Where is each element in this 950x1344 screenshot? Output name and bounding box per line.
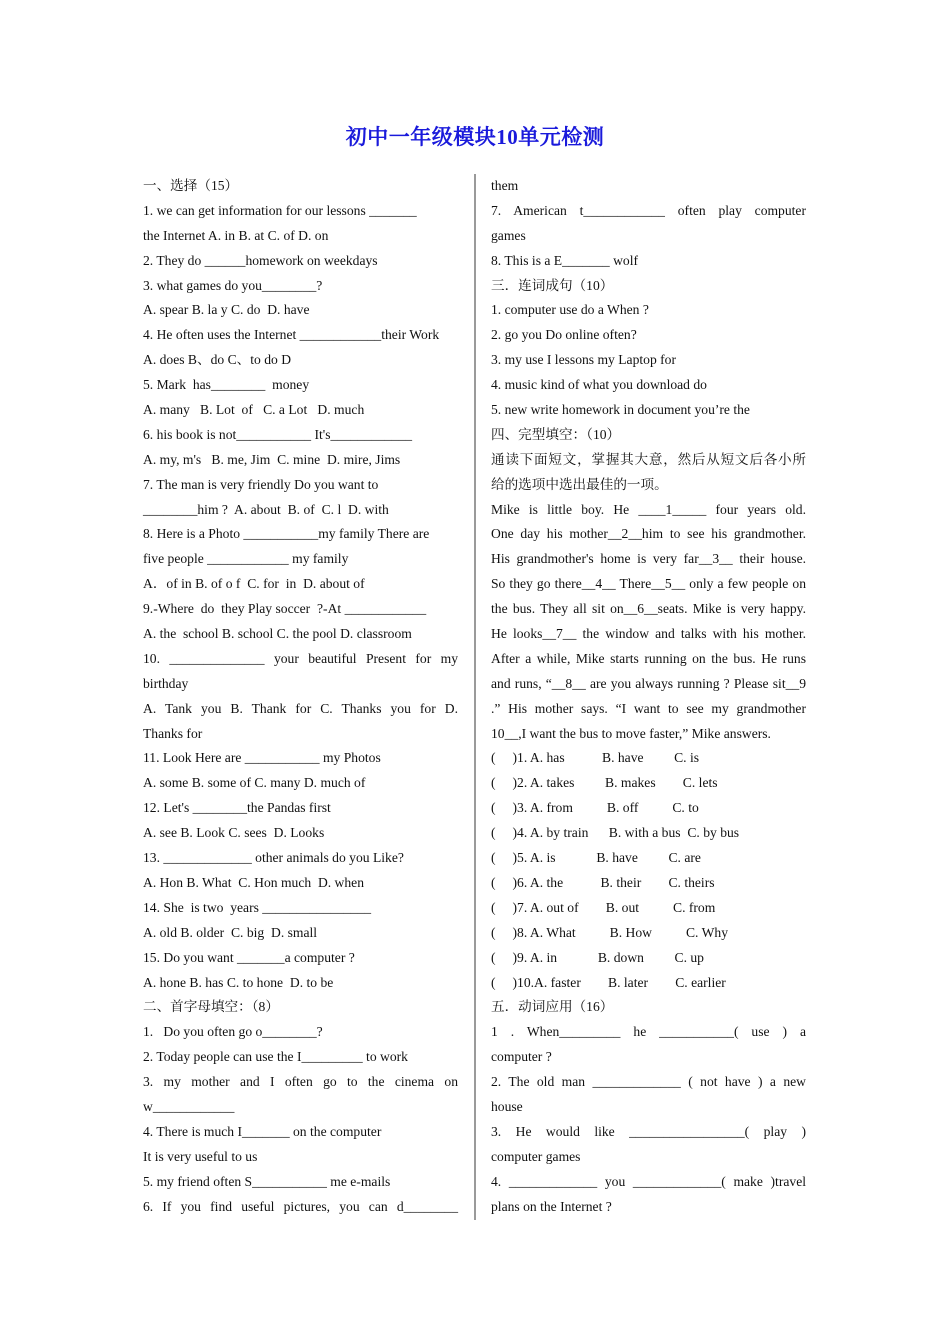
text-line: games bbox=[491, 227, 526, 243]
text-line: ( )4. A. by train B. with a bus C. by bus bbox=[491, 825, 740, 841]
text-line: So they go there__4__ There__5__ only a few people on bbox=[491, 576, 806, 592]
left-column bbox=[143, 174, 458, 1219]
text-line: 10. ______________ your beautiful Present for my bbox=[143, 650, 458, 666]
text-line: ( )1. A. has B. have C. is bbox=[491, 750, 700, 766]
text-line: 1. Do you often go o________? bbox=[143, 1024, 323, 1040]
text-line: 5. Mark has________ money bbox=[143, 377, 310, 393]
right-column bbox=[491, 174, 806, 1219]
text-line: 14. She is two years ________________ bbox=[143, 899, 372, 915]
text-line: 五．动词应用（16） bbox=[491, 999, 614, 1015]
text-line: 7. The man is very friendly Do you want to bbox=[143, 476, 379, 492]
text-line: A. many B. Lot of C. a Lot D. much bbox=[143, 402, 365, 418]
text-line: A. old B. older C. big D. small bbox=[143, 924, 318, 940]
text-line: 8. Here is a Photo ___________my family There are bbox=[143, 526, 430, 542]
text-line: A. does B、do C、to do D bbox=[143, 352, 292, 368]
text-line: 1. we can get information for our lessons _______ bbox=[143, 202, 417, 218]
text-line: the bus. They all sit on__6__seats. Mike is very happy. bbox=[491, 601, 806, 617]
column-divider bbox=[474, 174, 476, 1220]
text-line: 12. Let's ________the Pandas first bbox=[143, 800, 331, 816]
text-line: ( )9. A. in B. down C. up bbox=[491, 949, 704, 965]
text-line: 6. his book is not___________ It's____________ bbox=[143, 426, 413, 442]
text-line: 4. _____________ you _____________( make )travel bbox=[491, 1173, 806, 1189]
text-line: 3. my use I lessons my Laptop for bbox=[491, 352, 677, 368]
text-line: A. some B. some of C. many D. much of bbox=[143, 775, 366, 791]
text-line: ( )7. A. out of B. out C. from bbox=[491, 899, 716, 915]
text-line: 1 . When_________ he ___________( use ) a bbox=[491, 1024, 806, 1040]
text-line: w____________ bbox=[143, 1098, 235, 1114]
text-line: Mike is little boy. He ____1_____ four years old. bbox=[491, 501, 806, 517]
text-line: A. Tank you B. Thank for C. Thanks you for D. bbox=[143, 700, 458, 716]
text-line: 2. Today people can use the I_________ to work bbox=[143, 1049, 408, 1065]
text-line: 通读下面短文，掌握其大意，然后从短文后各小所 bbox=[491, 451, 806, 467]
text-line: 一、选择（15） bbox=[143, 178, 239, 193]
text-line: birthday bbox=[143, 675, 189, 691]
text-line: 10__,I want the bus to move faster,” Mike answers. bbox=[491, 725, 771, 741]
text-line: ( )2. A. takes B. makes C. lets bbox=[491, 775, 718, 791]
text-line: plans on the Internet ? bbox=[491, 1198, 612, 1214]
text-line: A. see B. Look C. sees D. Looks bbox=[143, 825, 325, 841]
text-line: 9.-Where do they Play soccer ?-At ____________ bbox=[143, 601, 427, 617]
text-line: 4. There is much I_______ on the computer bbox=[143, 1123, 382, 1139]
text-line: 1. computer use do a When ? bbox=[491, 302, 649, 318]
text-line: 11. Look Here are ___________ my Photos bbox=[143, 750, 381, 766]
text-line: computer games bbox=[491, 1148, 581, 1164]
text-line: A. hone B. has C. to hone D. to be bbox=[143, 974, 334, 990]
text-line: A. Hon B. What C. Hon much D. when bbox=[143, 874, 365, 890]
text-line: house bbox=[491, 1098, 523, 1114]
text-line: ( )5. A. is B. have C. are bbox=[491, 850, 701, 866]
text-line: A. spear B. la y C. do D. have bbox=[143, 302, 310, 318]
text-line: ( )8. A. What B. How C. Why bbox=[491, 924, 729, 940]
page-title: 初中一年级模块10单元检测 bbox=[345, 125, 605, 149]
text-line: 4. music kind of what you download do bbox=[491, 377, 707, 393]
text-line: the Internet A. in B. at C. of D. on bbox=[143, 227, 329, 243]
text-line: A. my, m's B. me, Jim C. mine D. mire, Jims bbox=[143, 451, 401, 467]
text-line: ( )3. A. from B. off C. to bbox=[491, 800, 699, 816]
text-line: 8. This is a E_______ wolf bbox=[491, 252, 639, 268]
text-line: 三．连词成句（10） bbox=[491, 277, 614, 293]
text-line: 7. American t____________ often play computer bbox=[491, 202, 806, 218]
text-line: It is very useful to us bbox=[143, 1148, 258, 1164]
text-line: 5. new write homework in document you’re the bbox=[491, 402, 750, 418]
text-line: 四、完型填空：（10） bbox=[491, 426, 621, 442]
text-line: A．of in B. of o f C. for in D. about of bbox=[143, 576, 365, 592]
text-line: 2. go you Do online often? bbox=[491, 327, 637, 343]
text-line: 给的选项中选出最佳的一项。 bbox=[491, 476, 668, 492]
text-line: ( )6. A. the B. their C. theirs bbox=[491, 874, 715, 890]
text-line: 5. my friend often S___________ me e-mails bbox=[143, 1173, 391, 1189]
text-line: 2. The old man _____________ ( not have ) a new bbox=[491, 1074, 806, 1090]
text-line: 6. If you find useful pictures, you can d________ bbox=[143, 1198, 458, 1214]
text-line: 13. _____________ other animals do you Like? bbox=[143, 850, 404, 866]
text-line: five people ____________ my family bbox=[143, 551, 349, 567]
text-line: 15. Do you want _______a computer ? bbox=[143, 949, 355, 965]
text-line: 3. what games do you________? bbox=[143, 277, 323, 293]
text-line: After a while, Mike starts running on the bus. He runs bbox=[491, 650, 806, 666]
text-line: 二、首字母填空：（8） bbox=[143, 999, 279, 1015]
text-line: and runs, “__8__ are you always running ? Please sit__9 bbox=[491, 675, 806, 691]
text-line: A. the school B. school C. the pool D. classroom bbox=[143, 626, 412, 642]
text-line: .” His mother says. “I want to see my grandmother bbox=[491, 700, 806, 716]
text-line: computer ? bbox=[491, 1049, 552, 1065]
text-line: ________him ? A. about B. of C. l D. with bbox=[143, 501, 389, 517]
text-line: 4. He often uses the Internet ____________their Work bbox=[143, 327, 440, 343]
text-line: He looks__7__ the window and talks with his mother. bbox=[491, 626, 806, 642]
text-line: ( )10.A. faster B. later C. earlier bbox=[491, 974, 726, 990]
text-line: 3. my mother and I often go to the cinema on bbox=[143, 1074, 458, 1090]
text-line: them bbox=[491, 178, 519, 193]
text-line: 3. He would like _________________( play ) bbox=[491, 1123, 806, 1139]
text-line: One day his mother__2__him to see his grandmother. bbox=[491, 526, 806, 542]
text-line: 2. They do ______homework on weekdays bbox=[143, 252, 378, 268]
text-line: Thanks for bbox=[143, 725, 203, 741]
text-line: His grandmother's home is very far__3__ their house. bbox=[491, 551, 806, 567]
